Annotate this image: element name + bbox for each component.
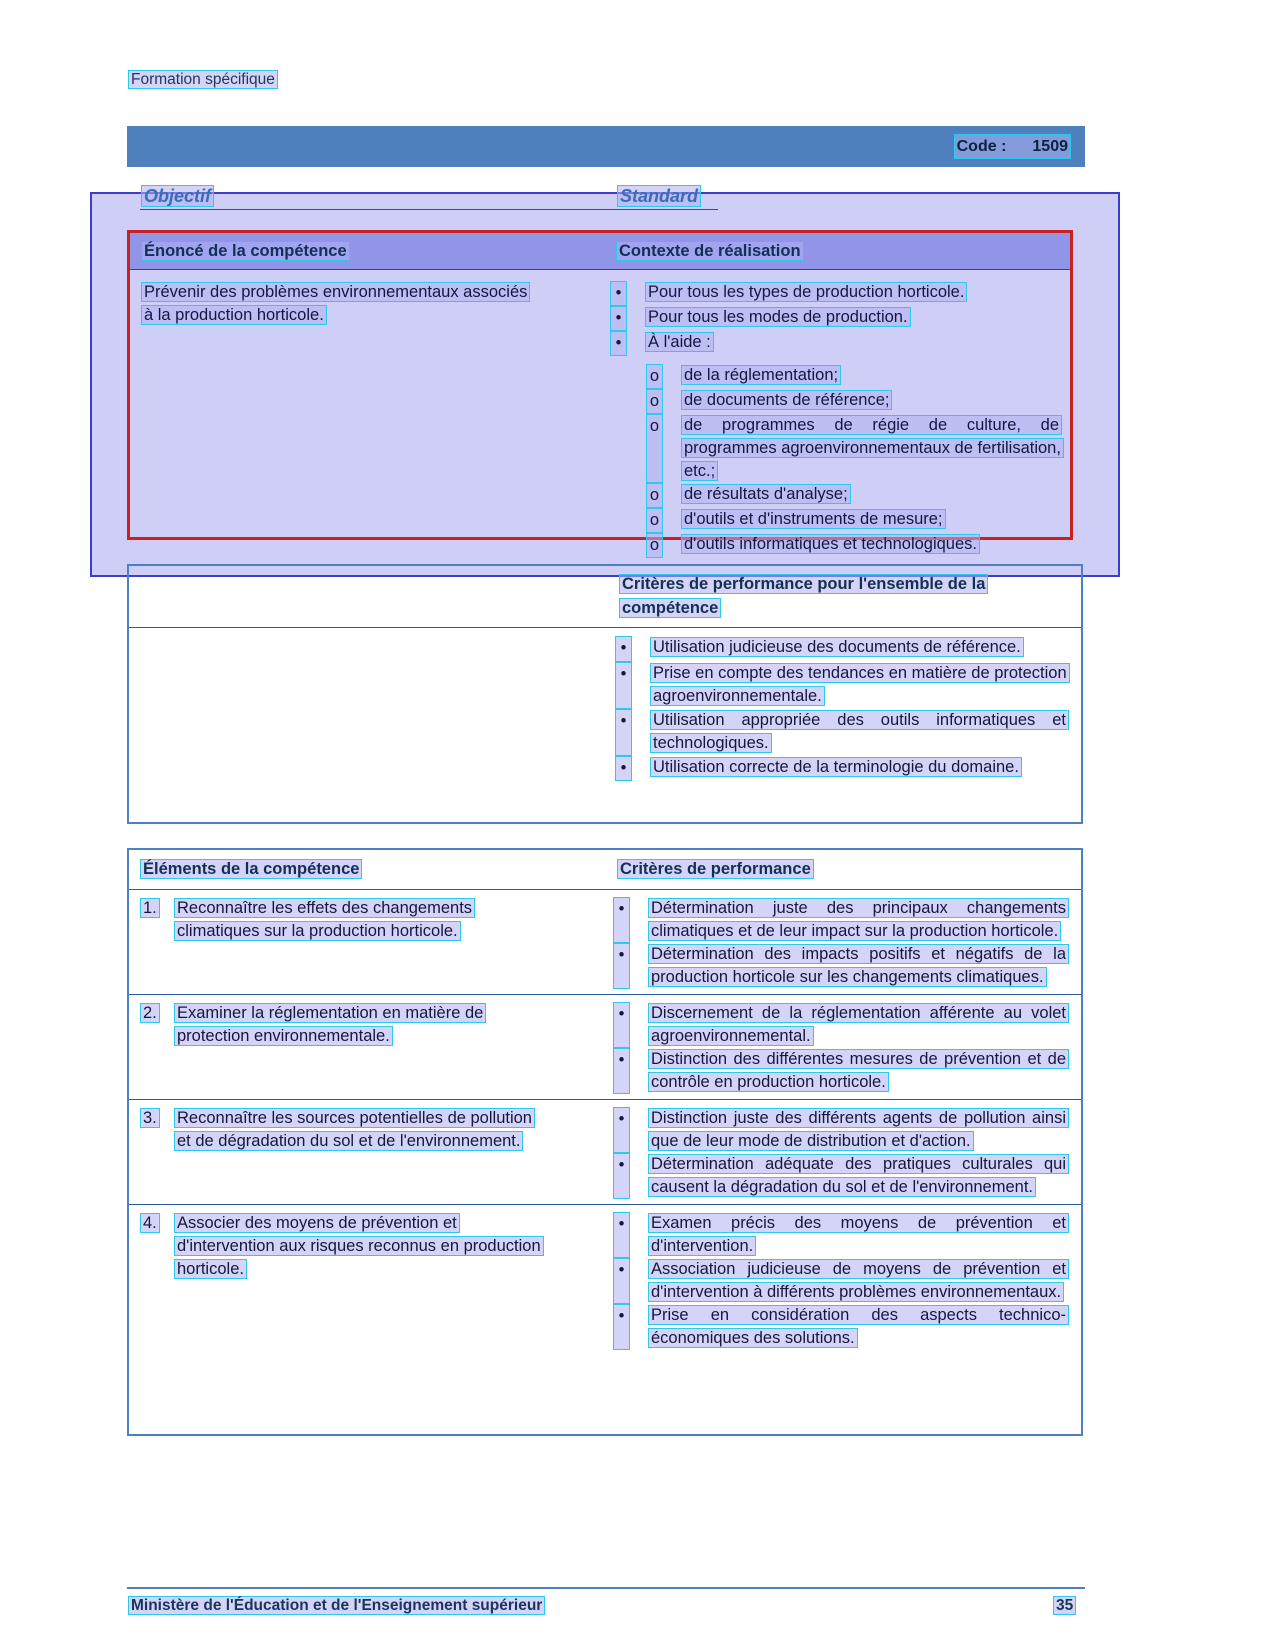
- element-text: Reconnaître les effets des changements climatiques sur la production horticole.: [174, 898, 475, 941]
- title-band: [127, 126, 1085, 167]
- code-value: 1509: [1032, 137, 1068, 155]
- bullet-icon: •: [613, 1002, 630, 1048]
- critere-item: [611, 1107, 1069, 1153]
- critere-text: Utilisation appropriée des outils informatiques et technologiques.: [650, 710, 1069, 754]
- competence-table-header: [130, 233, 1070, 270]
- bullet-icon: •: [613, 1107, 630, 1153]
- critere-text: Utilisation judicieuse des documents de référence.: [650, 637, 1024, 657]
- criteres-ensemble-body: [129, 628, 1081, 781]
- bullet-icon: •: [610, 306, 627, 331]
- bullet-icon: •: [613, 1258, 630, 1304]
- objectif-standard-rule: [140, 209, 718, 210]
- critere-text: Discernement de la réglementation afférente au volet agroenvironnemental.: [648, 1003, 1069, 1046]
- critere-text: Distinction des différentes mesures de prévention et de contrôle en production horticole.: [648, 1049, 1069, 1092]
- contexte-header-text: Contexte de réalisation: [616, 241, 804, 261]
- contexte-item: [608, 281, 1062, 306]
- contexte-sub-item: [644, 483, 1062, 508]
- contexte-sub-item: [644, 533, 1062, 558]
- bullet-icon: •: [613, 1048, 630, 1094]
- elements-header-cell: [129, 858, 611, 881]
- critere-text: Association judicieuse de moyens de prévention et d'intervention à différents problèmes environnementaux.: [648, 1259, 1069, 1302]
- element-row: [129, 890, 1081, 995]
- bullet-icon: •: [610, 331, 627, 356]
- standard-heading: [617, 185, 701, 209]
- element-number: 4.: [140, 1213, 160, 1233]
- contexte-sub-item: [644, 414, 1062, 483]
- contexte-sub-item: [644, 389, 1062, 414]
- enonce-cell: [130, 281, 608, 558]
- element-number: 1.: [140, 898, 160, 918]
- contexte-sub-item: [644, 508, 1062, 533]
- critere-text: Examen précis des moyens de prévention et d'intervention.: [648, 1213, 1069, 1256]
- critere-item: [611, 897, 1069, 943]
- critere-text: Distinction juste des différents agents de pollution ainsi que de leur mode de distribution et d'action.: [648, 1108, 1069, 1151]
- formation-label-text: Formation spécifique: [128, 70, 278, 89]
- enonce-header-cell: [130, 240, 608, 263]
- sub-bullet-icon: o: [646, 533, 663, 558]
- elements-table: [127, 848, 1083, 1436]
- critere-item: [611, 1258, 1069, 1304]
- bullet-icon: •: [615, 756, 632, 782]
- element-cell: [129, 1002, 611, 1094]
- enonce-header-text: Énoncé de la compétence: [141, 241, 350, 261]
- criteres-header-text: Critères de performance: [617, 859, 814, 879]
- competence-table-body: [130, 270, 1070, 558]
- criteres-cell: [611, 1212, 1069, 1350]
- element-cell: [129, 1107, 611, 1199]
- sub-bullet-icon: o: [646, 364, 663, 389]
- critere-ensemble-item: [613, 636, 1069, 662]
- footer-rule: [127, 1587, 1085, 1589]
- critere-item: [611, 1153, 1069, 1199]
- standard-heading-text: Standard: [617, 185, 701, 207]
- criteres-header-cell: [611, 858, 814, 881]
- critere-text: Détermination juste des principaux changements climatiques et de leur impact sur la production horticole.: [648, 898, 1069, 941]
- enonce-text: Prévenir des problèmes environnementaux associés à la production horticole.: [141, 282, 530, 325]
- objectif-heading: [141, 185, 214, 209]
- contexte-cell: [608, 281, 1070, 558]
- bullet-icon: •: [613, 1153, 630, 1199]
- element-row: [129, 1205, 1081, 1355]
- elements-header-text: Éléments de la compétence: [140, 859, 362, 879]
- footer-text: [128, 1594, 545, 1618]
- bullet-icon: •: [613, 1212, 630, 1258]
- criteres-cell: [611, 897, 1069, 989]
- formation-label: [128, 68, 278, 92]
- page-number: [1053, 1594, 1076, 1618]
- critere-item: [611, 1048, 1069, 1094]
- element-text: Reconnaître les sources potentielles de pollution et de dégradation du sol et de l'environnement.: [174, 1108, 535, 1151]
- contexte-header-cell: [608, 240, 804, 263]
- critere-item: [611, 1212, 1069, 1258]
- bullet-icon: •: [613, 897, 630, 943]
- bullet-icon: •: [615, 662, 632, 709]
- bullet-icon: •: [613, 1304, 630, 1350]
- bullet-icon: •: [613, 943, 630, 989]
- criteres-ensemble-header-cell: [129, 566, 1081, 628]
- critere-text: Prise en considération des aspects technico-économiques des solutions.: [648, 1305, 1069, 1348]
- critere-text: Utilisation correcte de la terminologie du domaine.: [650, 757, 1022, 777]
- sub-bullet-icon: o: [646, 389, 663, 414]
- critere-ensemble-item: [613, 756, 1069, 782]
- sub-bullet-icon: o: [646, 508, 663, 533]
- contexte-sub-item-text: de documents de référence;: [681, 390, 892, 410]
- contexte-item: [608, 331, 1062, 356]
- critere-item: [611, 1002, 1069, 1048]
- page-number-text: 35: [1053, 1596, 1076, 1615]
- critere-text: Détermination des impacts positifs et négatifs de la production horticole sur les changements climatiques.: [648, 944, 1069, 987]
- critere-ensemble-item: [613, 709, 1069, 756]
- contexte-sub-list: [644, 364, 1062, 558]
- critere-item: [611, 943, 1069, 989]
- contexte-sub-item-text: d'outils et d'instruments de mesure;: [681, 509, 946, 529]
- element-number: 3.: [140, 1108, 160, 1128]
- element-cell: [129, 1212, 611, 1350]
- contexte-item: [608, 306, 1062, 331]
- objectif-heading-text: Objectif: [141, 185, 214, 207]
- bullet-icon: •: [615, 709, 632, 756]
- element-text: Associer des moyens de prévention et d'intervention aux risques reconnus en production horticole.: [174, 1213, 544, 1279]
- elements-table-header: [129, 850, 1081, 890]
- contexte-sub-item-text: de résultats d'analyse;: [681, 484, 851, 504]
- sub-bullet-icon: o: [646, 414, 663, 483]
- contexte-sub-item: [644, 364, 1062, 389]
- contexte-item-text: Pour tous les modes de production.: [645, 307, 911, 327]
- bullet-icon: •: [615, 636, 632, 662]
- element-row: [129, 995, 1081, 1100]
- contexte-sub-item-text: d'outils informatiques et technologiques.: [681, 534, 980, 554]
- element-number: 2.: [140, 1003, 160, 1023]
- criteres-ensemble-header-text: Critères de performance pour l'ensemble de la compétence: [619, 574, 988, 618]
- contexte-sub-item-text: de la réglementation;: [681, 365, 841, 385]
- contexte-sub-item-text: de programmes de régie de culture, de programmes agroenvironnementaux de fertilisation, etc.;: [681, 415, 1064, 481]
- competence-table: [127, 230, 1073, 554]
- code-label: Code :: [956, 137, 1007, 155]
- element-cell: [129, 897, 611, 989]
- element-row: [129, 1100, 1081, 1205]
- criteres-cell: [611, 1002, 1069, 1094]
- footer-text-content: Ministère de l'Éducation et de l'Enseignement supérieur: [128, 1596, 545, 1615]
- contexte-item-text: Pour tous les types de production horticole.: [645, 282, 967, 302]
- bullet-icon: •: [610, 281, 627, 306]
- critere-ensemble-item: [613, 662, 1069, 709]
- criteres-cell: [611, 1107, 1069, 1199]
- code-field: [954, 134, 1071, 160]
- contexte-item-text: À l'aide :: [645, 332, 714, 352]
- sub-bullet-icon: o: [646, 483, 663, 508]
- critere-text: Prise en compte des tendances en matière de protection agroenvironnementale.: [650, 663, 1070, 707]
- critere-text: Détermination adéquate des pratiques culturales qui causent la dégradation du sol et de l'environnement.: [648, 1154, 1069, 1197]
- criteres-ensemble-table: [127, 564, 1083, 824]
- element-text: Examiner la réglementation en matière de protection environnementale.: [174, 1003, 486, 1046]
- critere-item: [611, 1304, 1069, 1350]
